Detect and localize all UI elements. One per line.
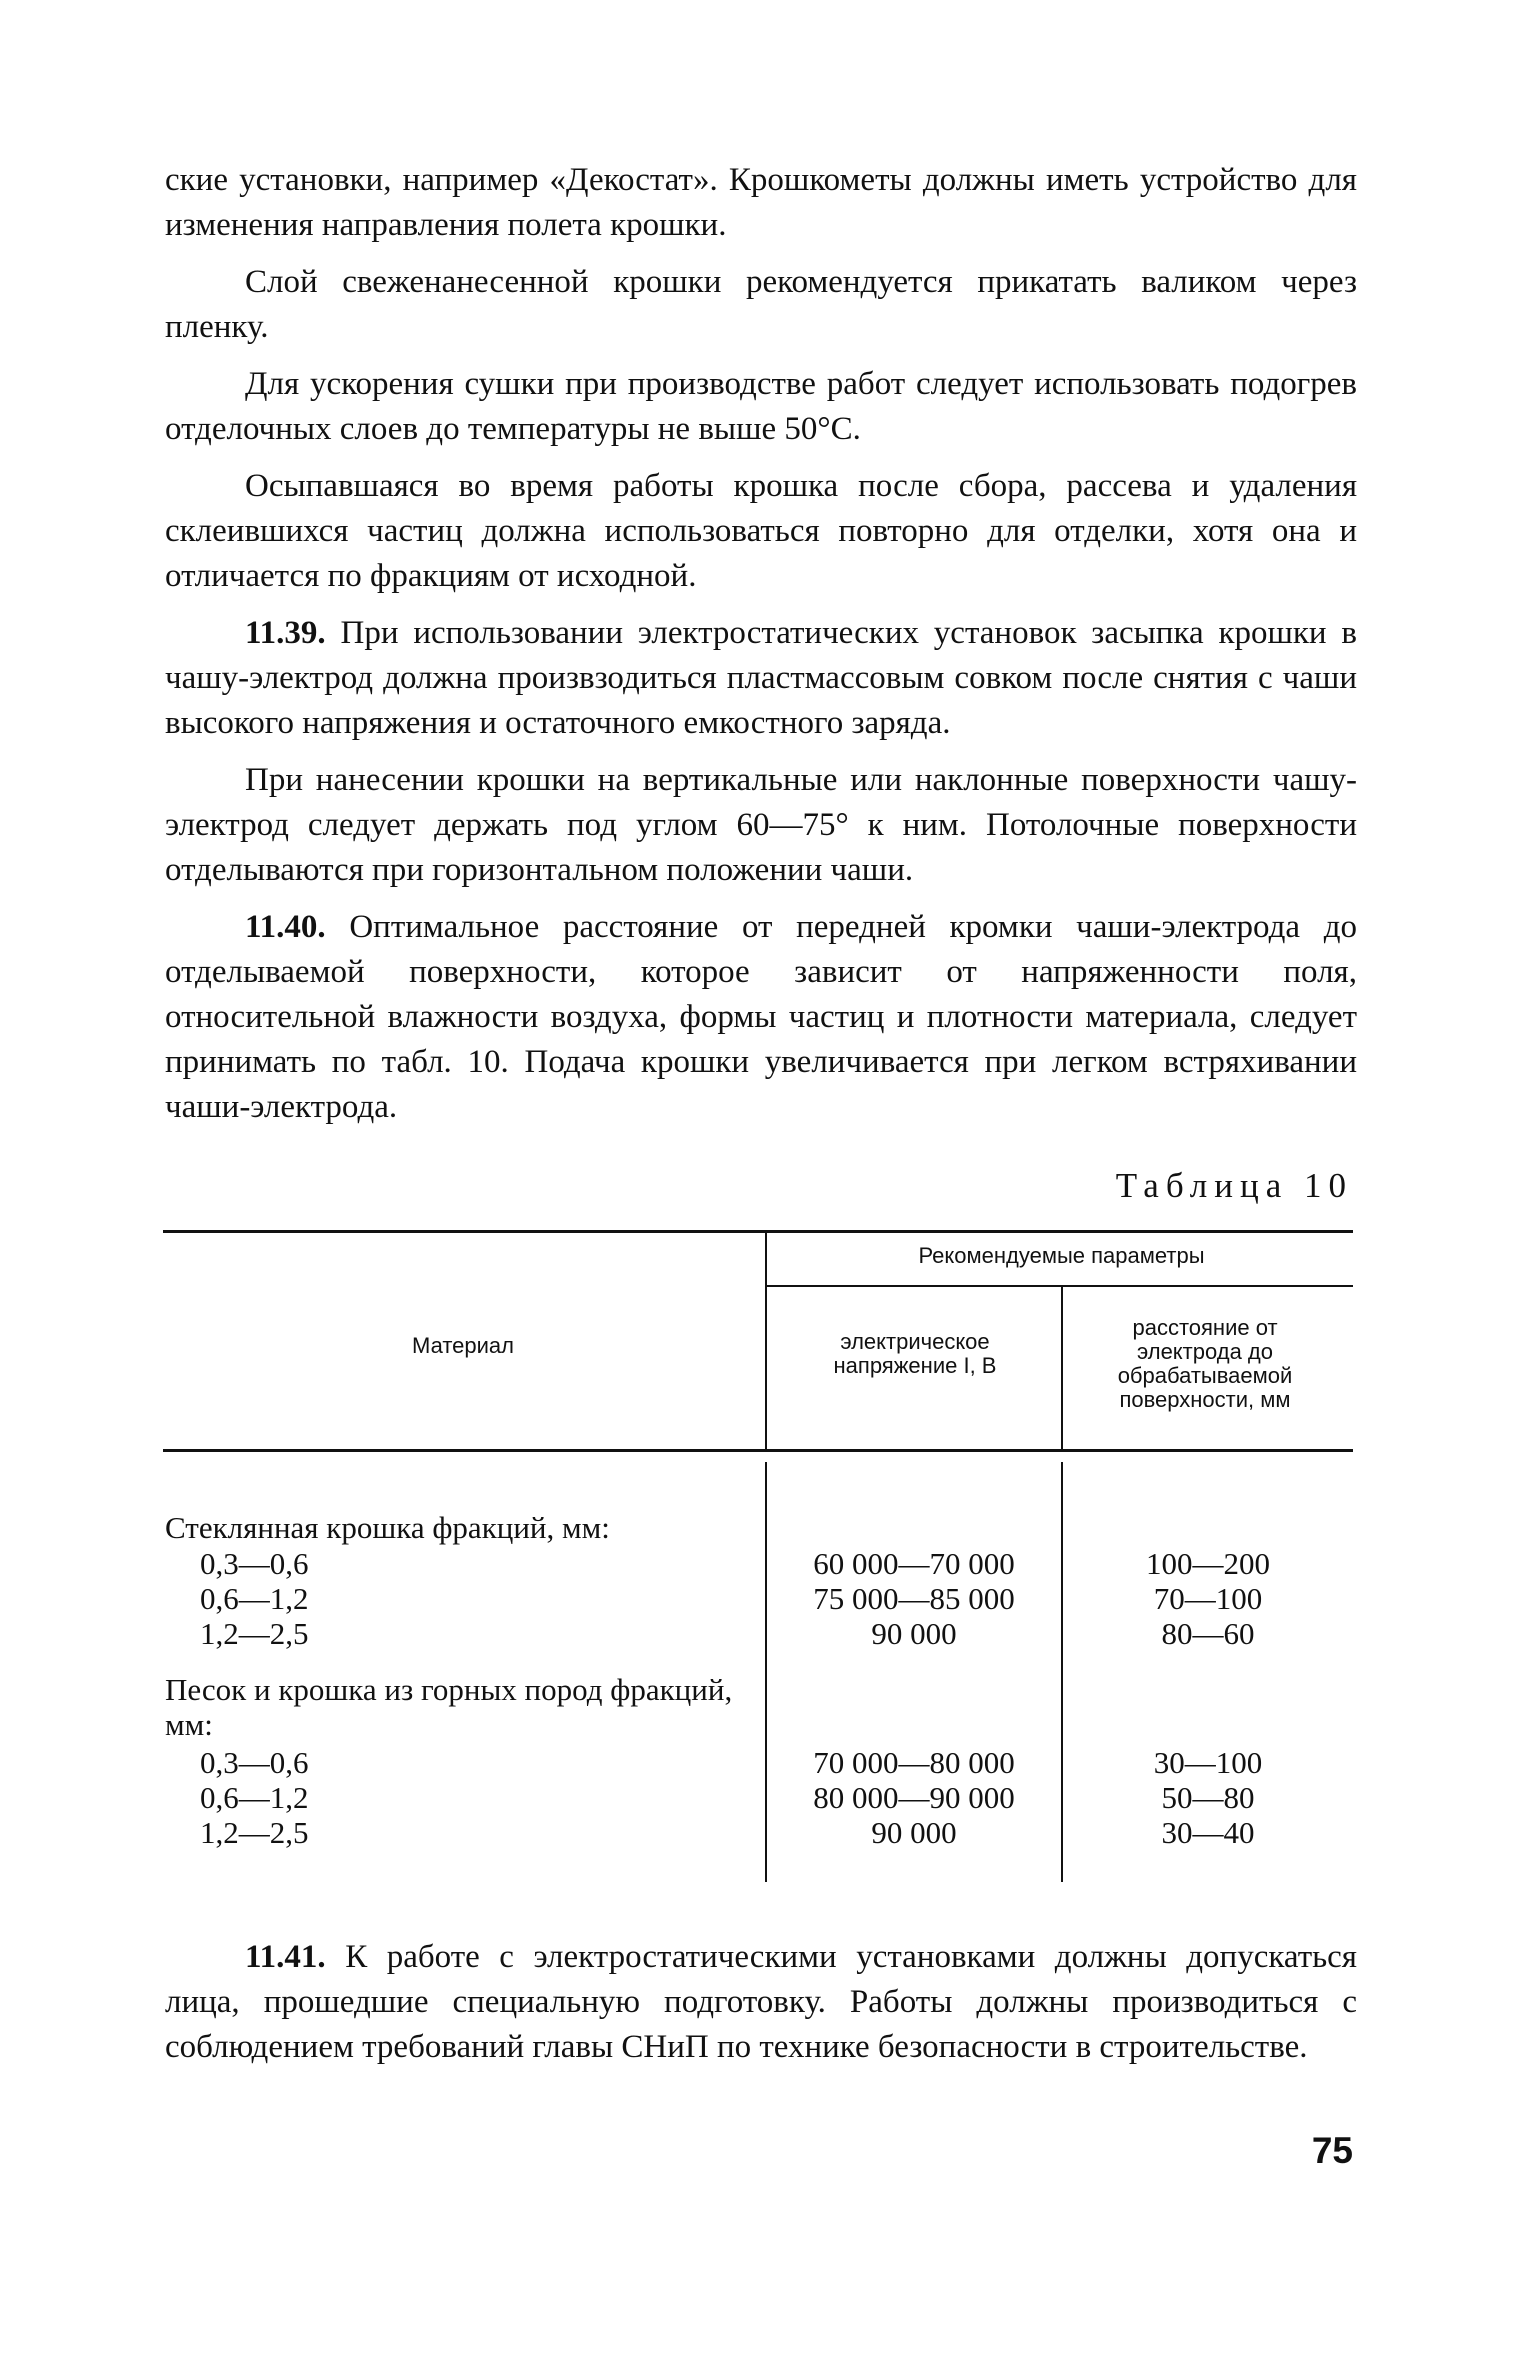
header-distance: расстояние от электрода до обрабатываемой поверхности, мм xyxy=(1117,1315,1293,1412)
clause-number: 11.40. xyxy=(245,909,326,945)
voltage-cell: 80 000—90 000 xyxy=(813,1780,1015,1815)
fraction-cell: 0,6—1,2 xyxy=(200,1581,309,1616)
paragraph: При нанесении крошки на вертикальные или наклонные поверхности чашу-электрод следует держать под углом 60—75° к ним. Потолочные поверхности отделываются при горизонтальном положении чаши. xyxy=(165,762,1357,888)
clause-number: 11.41. xyxy=(245,1939,326,1975)
fraction-cell: 1,2—2,5 xyxy=(200,1815,309,1850)
fraction-cell: 0,6—1,2 xyxy=(200,1780,309,1815)
paragraph: Осыпавшаяся во время работы крошка после сбора, рассева и удаления склеившихся частиц должна использоваться повторно для отделки, хотя она и отличается по фракциям от исходной. xyxy=(165,468,1357,594)
header-bottom-rule xyxy=(163,1449,1353,1452)
distance-cell: 80—60 xyxy=(1161,1616,1255,1651)
voltage-cell: 60 000—70 000 xyxy=(813,1546,1015,1581)
distance-cell: 30—40 xyxy=(1161,1815,1255,1850)
group-header-rule xyxy=(766,1285,1353,1287)
column-divider xyxy=(765,1232,767,1449)
header-material: Материал xyxy=(412,1333,514,1358)
group-title: Стеклянная крошка фракций, мм: xyxy=(165,1510,610,1545)
voltage-cell: 75 000—85 000 xyxy=(813,1581,1015,1616)
distance-cell: 50—80 xyxy=(1161,1780,1255,1815)
paragraph: ские установки, например «Декостат». Крошкометы должны иметь устройство для изменения направления полета крошки. xyxy=(165,162,1357,243)
paragraph: Слой свеженанесенной крошки рекомендуется прикатать валиком через пленку. xyxy=(165,264,1357,345)
group-title: Песок и крошка из горных пород фракций, мм: xyxy=(165,1672,733,1742)
page-number: 75 xyxy=(1311,2130,1353,2171)
paragraph-11-39: 11.39. При использовании электростатических установок засыпка крошки в чашу-электрод должна произвзодиться пластмассовым совком после снятия с чаши высокого напряжения и остаточного емкостного заряда. xyxy=(165,615,1357,741)
fraction-cell: 0,3—0,6 xyxy=(200,1745,309,1780)
clause-number: 11.39. xyxy=(245,615,326,651)
fraction-cell: 0,3—0,6 xyxy=(200,1546,309,1581)
paragraph-11-41: 11.41. К работе с электростатическими установками должны допускаться лица, прошедшие специальную подготовку. Работы должны производиться с соблюдением требований главы СНиП по технике безопасности в строительстве. xyxy=(165,1939,1357,2065)
table-top-rule xyxy=(163,1230,1353,1233)
body-text-bottom xyxy=(165,1935,1357,2082)
paragraph: Для ускорения сушки при производстве работ следует использовать подогрев отделочных слоев до температуры не выше 50°С. xyxy=(165,366,1357,447)
header-group-label: Рекомендуемые параметры xyxy=(918,1243,1205,1268)
distance-cell: 70—100 xyxy=(1153,1581,1263,1616)
fraction-cell: 1,2—2,5 xyxy=(200,1616,309,1651)
paragraph-11-40: 11.40. Оптимальное расстояние от передней кромки чаши-электрода до отделываемой поверхности, которое зависит от напряженности поля, относительной влажности воздуха, формы частиц и плотности материала, следует принимать по табл. 10. Подача крошки увеличивается при легком встряхивании чаши-электрода. xyxy=(165,909,1357,1125)
distance-cell: 100—200 xyxy=(1146,1546,1270,1581)
distance-cell: 30—100 xyxy=(1153,1745,1263,1780)
voltage-cell: 90 000 xyxy=(871,1616,957,1651)
header-voltage: электрическое напряжение I, В xyxy=(833,1329,997,1378)
body-text-top xyxy=(165,158,1357,1142)
voltage-cell: 90 000 xyxy=(871,1815,957,1850)
table-caption: Таблица 10 xyxy=(1115,1166,1353,1205)
voltage-cell: 70 000—80 000 xyxy=(813,1745,1015,1780)
column-divider xyxy=(1061,1287,1063,1449)
